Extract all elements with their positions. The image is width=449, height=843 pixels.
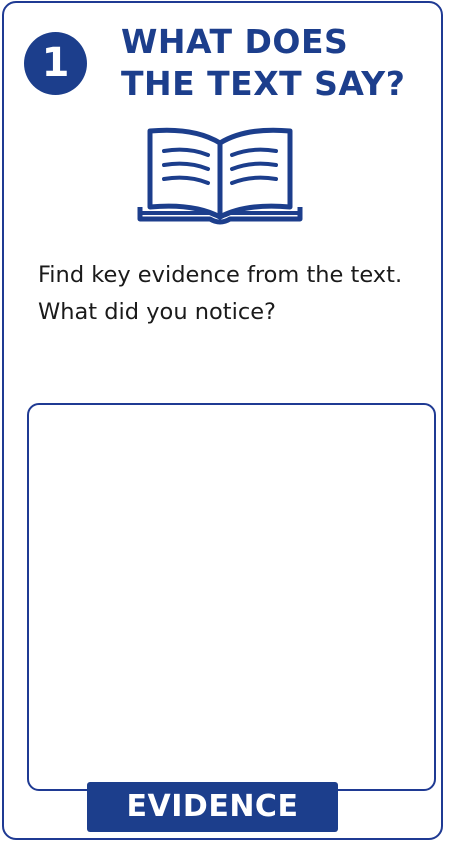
instruction-line-1: Find key evidence from the text. bbox=[38, 262, 403, 288]
instruction-line-2: What did you notice? bbox=[38, 299, 276, 325]
card-title bbox=[121, 21, 441, 105]
evidence-answer-box[interactable] bbox=[27, 403, 436, 791]
card-title-line-1: WHAT DOES bbox=[121, 22, 349, 61]
evidence-card bbox=[2, 1, 443, 840]
instruction-text bbox=[38, 257, 438, 331]
card-title-line-2: THE TEXT SAY? bbox=[121, 64, 406, 103]
step-number-badge: 1 bbox=[24, 32, 87, 95]
open-book-icon bbox=[136, 121, 304, 227]
evidence-label: EVIDENCE bbox=[87, 782, 338, 832]
